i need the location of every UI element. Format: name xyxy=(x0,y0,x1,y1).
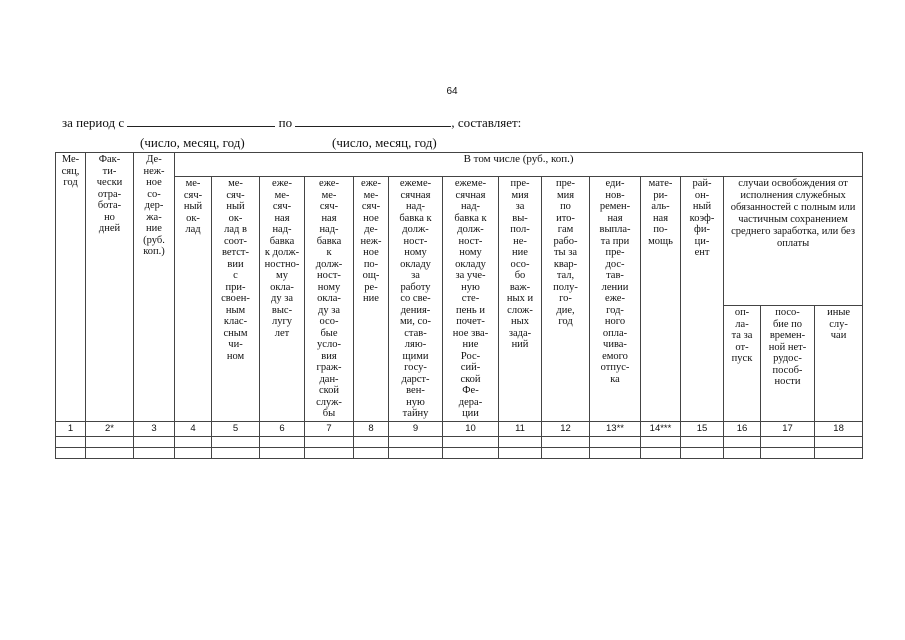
column-number: 18 xyxy=(815,421,863,436)
header-month-year: Ме- сяц, год xyxy=(56,153,86,422)
period-middle: по xyxy=(278,115,293,130)
column-number: 3 xyxy=(134,421,175,436)
header-col-16: оп- ла- та за от- пуск xyxy=(724,306,761,422)
period-from-hint: (число, месяц, год) xyxy=(140,135,245,150)
column-number: 12 xyxy=(542,421,590,436)
header-col-6: еже- ме- сяч- ная над- бавка к долж- ностно- му окла- ду за выс- лугу лет xyxy=(260,177,305,422)
salary-table xyxy=(55,152,863,459)
column-number: 8 xyxy=(354,421,389,436)
column-number: 5 xyxy=(212,421,260,436)
table-row xyxy=(56,436,863,447)
column-number: 4 xyxy=(175,421,212,436)
header-col-18: иные слу- чаи xyxy=(815,306,863,422)
period-from-blank xyxy=(127,114,275,127)
column-number: 15 xyxy=(681,421,724,436)
page-number: 64 xyxy=(446,86,458,97)
header-col-9: ежеме- сячная над- бавка к долж- ност- ному окладу за работу со све- дения- ми, со- став- ляю- щими госу- дарст- вен- ную тайну xyxy=(389,177,443,422)
header-allowance: Де- неж- ное со- дер- жа- ние (руб. коп.) xyxy=(134,153,175,422)
header-col-13: еди- нов- ремен- ная выпла- та при пре- дос- тав- лении еже- год- ного опла- чива- емого отпус- ка xyxy=(590,177,641,422)
header-col-11: пре- мия за вы- пол- не- ние осо- бо важ- ных и слож- ных зада- ний xyxy=(499,177,542,422)
column-number: 11 xyxy=(499,421,542,436)
column-number: 16 xyxy=(724,421,761,436)
header-col-8: еже- ме- сяч- ное де- неж- ное по- ощ- ре- ние xyxy=(354,177,389,422)
period-line xyxy=(62,114,521,131)
header-col-10: ежеме- сячная над- бавка к долж- ност- ному окладу за уче- ную сте- пень и почет- ное зва- ние Рос- сий- ской Фе- дера- ции xyxy=(443,177,499,422)
header-col-12: пре- мия по ито- гам рабо- ты за квар- тал, полу- го- дие, год xyxy=(542,177,590,422)
period-prefix: за период с xyxy=(62,115,125,130)
header-col-7: еже- ме- сяч- ная над- бавка к долж- ност- ному окла- ду за осо- бые усло- вия граж- дан- ской служ- бы xyxy=(305,177,354,422)
header-days-worked: Фак- ти- чески отра- бота- но дней xyxy=(86,153,134,422)
table-row xyxy=(56,447,863,458)
column-number: 6 xyxy=(260,421,305,436)
column-number: 10 xyxy=(443,421,499,436)
header-col-4: ме- сяч- ный ок- лад xyxy=(175,177,212,422)
header-col-17: посо- бие по времен- ной нет- рудос- пособ- ности xyxy=(761,306,815,422)
header-col-5: ме- сяч- ный ок- лад в соот- ветст- вии с при- своен- ным клас- сным чи- ном xyxy=(212,177,260,422)
column-number: 14*** xyxy=(641,421,681,436)
column-number: 17 xyxy=(761,421,815,436)
header-col-14: мате- ри- аль- ная по- мощь xyxy=(641,177,681,422)
period-suffix: , составляет: xyxy=(451,115,522,130)
column-number: 7 xyxy=(305,421,354,436)
period-to-hint: (число, месяц, год) xyxy=(332,135,437,150)
header-leave-cases: случаи освобождения от исполнения служебных обязанностей с полным или частичным сохранением среднего заработка, или без оплаты xyxy=(724,177,863,306)
column-number: 1 xyxy=(56,421,86,436)
header-col-15: рай- он- ный коэф- фи- ци- ент xyxy=(681,177,724,422)
column-number: 13** xyxy=(590,421,641,436)
period-to-blank xyxy=(295,114,451,127)
column-number: 9 xyxy=(389,421,443,436)
column-number: 2* xyxy=(86,421,134,436)
header-including: В том числе (руб., коп.) xyxy=(175,153,863,177)
